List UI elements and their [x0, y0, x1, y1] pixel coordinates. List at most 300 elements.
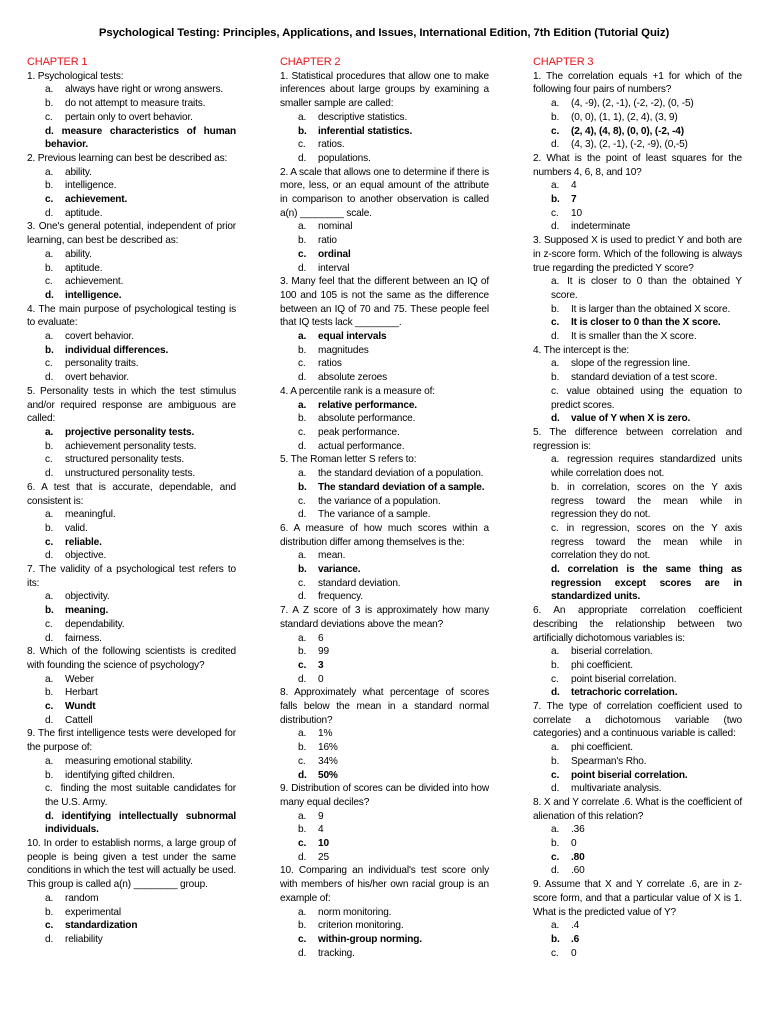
question-text: 6. A test that is accurate, dependable, and consistent is: — [27, 481, 236, 507]
option-text: Cattell — [65, 714, 93, 726]
answer-option — [280, 673, 489, 687]
option-text: 4 — [318, 824, 324, 836]
option-text: standard deviation of a test score. — [571, 372, 718, 384]
answer-option — [280, 919, 489, 933]
option-letter: a. — [45, 591, 54, 603]
option-letter: d. — [298, 440, 307, 452]
answer-option-correct — [533, 125, 742, 139]
option-text: identifying gifted children. — [65, 769, 175, 781]
answer-option — [533, 645, 742, 659]
answer-option — [27, 330, 236, 344]
answer-option-correct — [27, 289, 236, 303]
answer-option — [533, 179, 742, 193]
answer-option — [533, 138, 742, 152]
answer-option-correct — [280, 563, 489, 577]
option-text: 99 — [318, 646, 329, 658]
option-text: measure characteristics of human behavior. — [45, 125, 236, 151]
option-text: intelligence. — [65, 180, 117, 192]
question-block — [533, 604, 742, 700]
option-text: tracking. — [318, 947, 355, 959]
option-letter: a. — [45, 673, 54, 685]
option-letter: a. — [45, 248, 54, 260]
option-text: It is closer to 0 than the obtained Y score. — [551, 276, 742, 301]
option-text: norm monitoring. — [318, 906, 392, 918]
option-text: dependability. — [65, 618, 125, 630]
answer-option-correct — [533, 412, 742, 426]
option-letter: b. — [551, 111, 560, 123]
option-letter: a. — [551, 276, 560, 288]
option-text: achievement personality tests. — [65, 440, 197, 452]
answer-option — [533, 659, 742, 673]
answer-option — [27, 440, 236, 454]
question-block — [27, 385, 236, 481]
answer-option — [27, 97, 236, 111]
answer-option — [27, 111, 236, 125]
option-letter: a. — [45, 509, 54, 521]
chapter-heading: CHAPTER 3 — [533, 56, 594, 68]
option-letter: b. — [45, 906, 54, 918]
answer-option — [280, 220, 489, 234]
option-text: nominal — [318, 221, 353, 233]
option-letter: c. — [45, 194, 54, 206]
answer-option — [27, 207, 236, 221]
question-text: 5. The difference between correlation and regression is: — [533, 426, 742, 452]
option-text: 0 — [318, 673, 324, 685]
option-letter: d. — [298, 372, 307, 384]
answer-option — [533, 755, 742, 769]
question-block — [533, 152, 742, 234]
option-letter: b. — [298, 235, 307, 247]
option-letter: a. — [298, 810, 307, 822]
answer-option — [533, 823, 742, 837]
question-block — [27, 481, 236, 563]
question-text: 9. Distribution of scores can be divided into how many equal deciles? — [280, 783, 489, 808]
option-text: aptitude. — [65, 262, 103, 274]
answer-option — [533, 864, 742, 878]
answer-option — [280, 357, 489, 371]
answer-option — [27, 179, 236, 193]
option-letter: a. — [298, 111, 307, 123]
option-letter: b. — [298, 481, 307, 493]
option-letter: b. — [45, 262, 54, 274]
answer-option — [280, 823, 489, 837]
option-letter: c. — [551, 769, 560, 781]
option-text: descriptive statistics. — [318, 111, 408, 123]
answer-option — [280, 344, 489, 358]
option-letter: b. — [45, 98, 54, 110]
answer-option — [27, 714, 236, 728]
option-text: value of Y when X is zero. — [571, 413, 691, 425]
question-block — [27, 303, 236, 385]
option-text: biserial correlation. — [571, 646, 653, 658]
option-text: .6 — [571, 934, 580, 945]
option-text: 10 — [318, 838, 329, 850]
chapter-heading: CHAPTER 2 — [280, 56, 341, 68]
option-letter: a. — [551, 920, 560, 932]
answer-option — [27, 755, 236, 769]
option-text: equal intervals — [318, 331, 387, 343]
answer-option — [27, 590, 236, 604]
option-letter: b. — [551, 194, 560, 206]
option-text: phi coefficient. — [571, 659, 633, 671]
option-letter: c. — [45, 111, 53, 123]
option-text: ability. — [65, 248, 92, 260]
option-letter: b. — [45, 180, 54, 192]
answer-option-correct — [27, 810, 236, 837]
question-block — [533, 344, 742, 426]
answer-option-correct — [27, 426, 236, 440]
option-text: aptitude. — [65, 207, 103, 219]
answer-option — [533, 97, 742, 111]
answer-option — [280, 906, 489, 920]
option-text: ordinal — [318, 248, 351, 260]
option-letter: c. — [45, 454, 53, 466]
answer-option — [280, 495, 489, 509]
option-letter: c. — [45, 701, 54, 713]
answer-option — [533, 782, 742, 796]
answer-option — [533, 522, 742, 563]
option-text: identifying intellectually subnormal individuals. — [45, 810, 236, 836]
option-text: ratio — [318, 235, 337, 247]
option-letter: b. — [45, 605, 54, 617]
option-letter: c. — [298, 934, 307, 945]
answer-option — [533, 371, 742, 385]
answer-option — [280, 371, 489, 385]
answer-option — [27, 248, 236, 262]
option-letter: b. — [45, 344, 54, 356]
option-letter: c. — [45, 276, 53, 288]
option-text: 3 — [318, 659, 324, 671]
option-letter: a. — [551, 98, 560, 110]
option-text: (0, 0), (1, 1), (2, 4), (3, 9) — [571, 111, 678, 123]
answer-option — [27, 549, 236, 563]
question-text: 9. Assume that X and Y correlate .6, are in z-score form, and that a particular value of X is 1. What is the predicted value of Y? — [533, 879, 742, 918]
option-text: tetrachoric correlation. — [571, 687, 678, 699]
option-letter: d. — [45, 372, 54, 384]
chapter-2-column — [280, 56, 489, 960]
question-block — [27, 152, 236, 221]
answer-option-correct — [280, 659, 489, 673]
answer-option — [533, 275, 742, 302]
option-text: the variance of a population. — [318, 495, 441, 507]
option-letter: c. — [551, 522, 559, 534]
option-letter: c. — [551, 385, 559, 397]
answer-option — [27, 618, 236, 632]
answer-option — [280, 741, 489, 755]
option-text: populations. — [318, 152, 371, 164]
option-text: 34% — [318, 755, 338, 767]
option-text: 10 — [571, 207, 582, 219]
option-letter: d. — [551, 564, 560, 576]
question-text: 4. The intercept is the: — [533, 344, 630, 356]
option-text: 16% — [318, 742, 338, 754]
question-block — [280, 70, 489, 166]
answer-option-correct — [533, 851, 742, 865]
option-text: regression requires standardized units while correlation does not. — [551, 454, 742, 480]
option-text: relative performance. — [318, 399, 417, 411]
option-letter: a. — [298, 632, 307, 644]
answer-option — [27, 673, 236, 687]
option-letter: a. — [298, 906, 307, 918]
question-block — [27, 220, 236, 302]
option-letter: b. — [298, 646, 307, 658]
option-letter: c. — [551, 207, 559, 219]
option-text: The standard deviation of a sample. — [318, 481, 485, 493]
option-letter: b. — [298, 742, 307, 754]
answer-option-correct — [533, 933, 742, 947]
option-letter: d. — [298, 509, 307, 521]
answer-option-correct — [280, 769, 489, 783]
chapter-1-column — [27, 56, 236, 947]
question-text: 2. What is the point of least squares for the numbers 4, 6, 8, and 10? — [533, 152, 742, 178]
option-text: criterion monitoring. — [318, 920, 404, 932]
option-text: in regression, scores on the Y axis regress toward the mean while in correlation they do not. — [551, 522, 742, 562]
option-letter: d. — [551, 221, 560, 233]
option-text: ratios — [318, 358, 342, 370]
option-letter: a. — [298, 399, 307, 411]
answer-option-correct — [27, 700, 236, 714]
option-letter: a. — [551, 358, 560, 370]
option-text: multivariate analysis. — [571, 783, 662, 795]
question-text: 2. Previous learning can best be described as: — [27, 152, 228, 164]
answer-option — [533, 220, 742, 234]
option-letter: d. — [298, 591, 307, 603]
option-letter: b. — [298, 125, 307, 137]
option-text: interval — [318, 262, 350, 274]
option-letter: b. — [298, 920, 307, 932]
option-letter: d. — [45, 810, 54, 822]
option-letter: c. — [45, 920, 54, 932]
option-text: It is smaller than the X score. — [571, 331, 697, 343]
option-text: Herbart — [65, 687, 98, 699]
option-text: 1% — [318, 728, 333, 740]
option-letter: c. — [298, 838, 307, 850]
answer-option — [533, 919, 742, 933]
option-text: reliability — [65, 934, 103, 945]
option-text: inferential statistics. — [318, 125, 413, 137]
answer-option-correct — [27, 344, 236, 358]
option-letter: a. — [298, 468, 307, 480]
answer-option-correct — [27, 193, 236, 207]
answer-option — [27, 467, 236, 481]
answer-option — [27, 83, 236, 97]
option-letter: d. — [551, 687, 560, 699]
answer-option-correct — [27, 536, 236, 550]
option-letter: b. — [551, 934, 560, 945]
option-text: achievement. — [65, 194, 128, 206]
option-text: reliable. — [65, 536, 102, 548]
question-text: 8. Approximately what percentage of scores falls below the mean in a standard normal distribution? — [280, 687, 489, 726]
answer-option — [27, 892, 236, 906]
option-text: variance. — [318, 564, 361, 576]
answer-option — [280, 508, 489, 522]
option-text: .60 — [571, 865, 585, 877]
option-letter: d. — [551, 865, 560, 877]
option-letter: b. — [298, 564, 307, 576]
answer-option — [280, 810, 489, 824]
option-letter: a. — [551, 742, 560, 754]
answer-option — [27, 275, 236, 289]
option-letter: d. — [551, 331, 560, 343]
option-text: 6 — [318, 632, 324, 644]
question-text: 1. The correlation equals +1 for which of the following four pairs of numbers? — [533, 70, 742, 96]
option-text: 0 — [571, 947, 577, 959]
option-letter: c. — [298, 755, 306, 767]
answer-option — [280, 590, 489, 604]
option-text: (4, 3), (2, -1), (-2, -9), (0,-5) — [571, 139, 688, 151]
option-letter: d. — [45, 207, 54, 219]
answer-option — [280, 755, 489, 769]
question-text: 5. The Roman letter S refers to: — [280, 454, 417, 466]
option-letter: d. — [551, 783, 560, 795]
option-letter: c. — [298, 495, 306, 507]
question-block — [533, 878, 742, 960]
question-block — [27, 645, 236, 727]
answer-option-correct — [533, 563, 742, 604]
question-text: 8. Which of the following scientists is credited with founding the science of psychology? — [27, 646, 236, 671]
question-text: 3. Many feel that the different between an IQ of 100 and 105 is not the same as the difference between an IQ of 70 and 75. These people feel that IQ tests lack ________. — [280, 276, 489, 329]
question-block — [280, 166, 489, 276]
answer-option — [27, 933, 236, 947]
answer-option — [280, 262, 489, 276]
answer-option — [533, 330, 742, 344]
question-text: 10. Comparing an individual's test score only with members of his/her own racial group is an example of: — [280, 865, 489, 904]
question-text: 6. A measure of how much scores within a distribution differ among themselves is the: — [280, 522, 489, 548]
option-letter: a. — [551, 824, 560, 836]
option-text: .4 — [571, 920, 580, 932]
option-text: correlation is the same thing as regression except scores are in standardized units. — [551, 564, 742, 603]
answer-option — [533, 741, 742, 755]
answer-option — [533, 453, 742, 480]
option-text: indeterminate — [571, 221, 631, 233]
option-text: standardization — [65, 920, 138, 932]
answer-option — [27, 371, 236, 385]
option-letter: d. — [551, 139, 560, 151]
answer-option-correct — [27, 919, 236, 933]
answer-option — [533, 385, 742, 412]
answer-option-correct — [280, 248, 489, 262]
answer-option — [533, 481, 742, 522]
question-text: 3. One's general potential, independent of prior learning, can best be described as: — [27, 221, 236, 247]
option-text: peak performance. — [318, 426, 400, 438]
answer-option — [280, 440, 489, 454]
option-text: absolute performance. — [318, 413, 416, 425]
option-text: It is larger than the obtained X score. — [571, 303, 731, 315]
option-text: magnitudes — [318, 344, 369, 356]
option-text: value obtained using the equation to predict scores. — [551, 385, 742, 411]
option-text: Wundt — [65, 701, 96, 713]
option-letter: b. — [45, 522, 54, 534]
option-letter: a. — [298, 728, 307, 740]
answer-option — [27, 522, 236, 536]
option-letter: a. — [298, 550, 307, 562]
option-letter: b. — [298, 413, 307, 425]
chapter-3-column — [533, 56, 742, 960]
question-text: 7. A Z score of 3 is approximately how many standard deviations above the mean? — [280, 605, 489, 630]
answer-option — [533, 947, 742, 961]
option-letter: a. — [551, 646, 560, 658]
option-text: .36 — [571, 824, 585, 836]
answer-option-correct — [27, 125, 236, 152]
option-text: (4, -9), (2, -1), (-2, -2), (0, -5) — [571, 98, 694, 110]
option-letter: d. — [298, 673, 307, 685]
question-text: 6. An appropriate correlation coefficient describing the relationship between two artificially dichotomous variables is: — [533, 605, 742, 644]
answer-option — [533, 357, 742, 371]
option-letter: c. — [551, 851, 560, 863]
option-letter: d. — [45, 550, 54, 562]
option-text: measuring emotional stability. — [65, 755, 193, 767]
answer-option — [533, 303, 742, 317]
option-text: intelligence. — [65, 289, 122, 301]
answer-option — [533, 207, 742, 221]
option-text: unstructured personality tests. — [65, 468, 195, 480]
question-block — [533, 796, 742, 878]
option-text: always have right or wrong answers. — [65, 84, 224, 96]
option-text: .80 — [571, 851, 585, 863]
answer-option — [533, 837, 742, 851]
option-text: fairness. — [65, 632, 102, 644]
chapter-heading: CHAPTER 1 — [27, 56, 88, 68]
option-text: 25 — [318, 851, 329, 863]
option-letter: b. — [551, 838, 560, 850]
answer-option — [533, 111, 742, 125]
option-text: personality traits. — [65, 358, 139, 370]
option-letter: d. — [298, 851, 307, 863]
option-text: pertain only to overt behavior. — [65, 111, 193, 123]
option-letter: b. — [551, 481, 560, 493]
question-text: 2. A scale that allows one to determine if there is more, less, or an equal amount of the attribute in comparison to another observation is called a(n) ________ scale. — [280, 166, 489, 219]
question-block — [27, 727, 236, 837]
answer-option-correct — [533, 769, 742, 783]
option-letter: a. — [551, 454, 560, 466]
option-text: slope of the regression line. — [571, 358, 691, 370]
option-letter: c. — [298, 659, 307, 671]
option-letter: a. — [45, 166, 54, 178]
question-block — [280, 275, 489, 385]
option-letter: a. — [45, 892, 54, 904]
question-block — [280, 385, 489, 454]
answer-option — [280, 577, 489, 591]
option-text: individual differences. — [65, 344, 169, 356]
option-text: Weber — [65, 673, 94, 685]
option-text: projective personality tests. — [65, 426, 195, 438]
question-text: 1. Psychological tests: — [27, 70, 124, 82]
question-text: 5. Personality tests in which the test stimulus and/or required response are ambiguous are called: — [27, 385, 236, 425]
option-text: covert behavior. — [65, 331, 134, 343]
answer-option — [27, 769, 236, 783]
question-block — [533, 70, 742, 152]
option-text: objective. — [65, 550, 107, 562]
answer-option-correct — [27, 604, 236, 618]
option-letter: b. — [298, 344, 307, 356]
question-block — [27, 70, 236, 152]
option-text: meaning. — [65, 605, 109, 617]
option-text: overt behavior. — [65, 372, 129, 384]
option-letter: d. — [298, 262, 307, 274]
option-text: ratios. — [318, 139, 345, 151]
option-letter: d. — [298, 152, 307, 164]
question-block — [27, 563, 236, 645]
answer-option — [27, 262, 236, 276]
option-text: frequency. — [318, 591, 363, 603]
answer-option — [280, 851, 489, 865]
option-letter: c. — [298, 426, 306, 438]
question-text: 8. X and Y correlate .6. What is the coefficient of alienation of this relation? — [533, 796, 742, 822]
option-text: Spearman's Rho. — [571, 755, 647, 767]
answer-option — [27, 453, 236, 467]
option-letter: c. — [45, 618, 53, 630]
answer-option — [27, 906, 236, 920]
